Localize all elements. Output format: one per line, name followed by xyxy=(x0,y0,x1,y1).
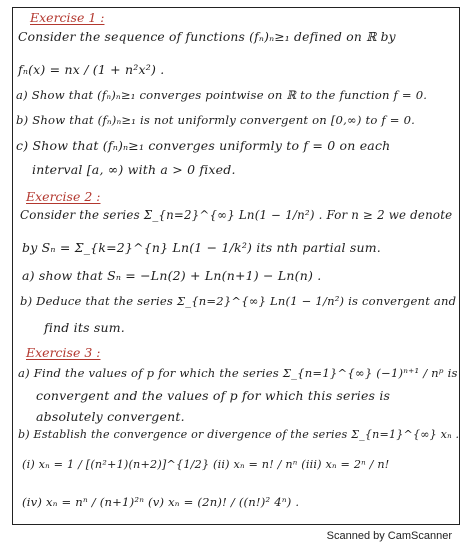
exercise-2-line-1: Consider the series Σ_{n=2}^{∞} Ln(1 − 1/n²) . For n ≥ 2 we denote xyxy=(20,208,453,222)
exercise-3-line-2: convergent and the values of p for which this series is xyxy=(36,388,391,403)
scanner-footer: Scanned by CamScanner xyxy=(326,530,452,542)
exercise-1-line-4: b) Show that (fₙ)ₙ≥₁ is not uniformly convergent on [0,∞) to f = 0. xyxy=(16,113,416,127)
exercise-2-line-4: b) Deduce that the series Σ_{n=2}^{∞} Ln(1 − 1/n²) is convergent and xyxy=(20,294,457,308)
exercise-2-line-2: by Sₙ = Σ_{k=2}^{n} Ln(1 − 1/k²) its nth partial sum. xyxy=(22,240,381,255)
exercise-3-line-5: (i) xₙ = 1 / [(n²+1)(n+2)]^{1/2} (ii) xₙ = n! / nⁿ (iii) xₙ = 2ⁿ / n! xyxy=(22,458,390,471)
exercise-1-line-5: c) Show that (fₙ)ₙ≥₁ converges uniformly to f = 0 on each xyxy=(16,138,391,153)
exercise-3-line-6: (iv) xₙ = nⁿ / (n+1)²ⁿ (v) xₙ = (2n)! / ((n!)² 4ⁿ) . xyxy=(22,495,300,509)
exercise-3-line-3: absolutely convergent. xyxy=(36,409,185,424)
exercise-3-line-1: a) Find the values of p for which the series Σ_{n=1}^{∞} (−1)ⁿ⁺¹ / nᵖ is xyxy=(18,366,458,380)
exercise-1-line-2: fₙ(x) = nx / (1 + n²x²) . xyxy=(18,62,165,77)
exercise-1-heading: Exercise 1 : xyxy=(30,10,105,25)
exercise-2-line-3: a) show that Sₙ = −Ln(2) + Ln(n+1) − Ln(n) . xyxy=(22,268,322,283)
exercise-3-heading: Exercise 3 : xyxy=(26,345,101,360)
exercise-1-line-3: a) Show that (fₙ)ₙ≥₁ converges pointwise on ℝ to the function f = 0. xyxy=(16,88,428,102)
exercise-1-line-6: interval [a, ∞) with a > 0 fixed. xyxy=(32,162,236,177)
page-border xyxy=(12,7,460,525)
exercise-2-heading: Exercise 2 : xyxy=(26,189,101,204)
exercise-1-line-1: Consider the sequence of functions (fₙ)ₙ≥₁ defined on ℝ by xyxy=(18,30,396,44)
exercise-3-line-4: b) Establish the convergence or divergence of the series Σ_{n=1}^{∞} xₙ . xyxy=(18,428,460,441)
exercise-2-line-5: find its sum. xyxy=(44,320,125,335)
